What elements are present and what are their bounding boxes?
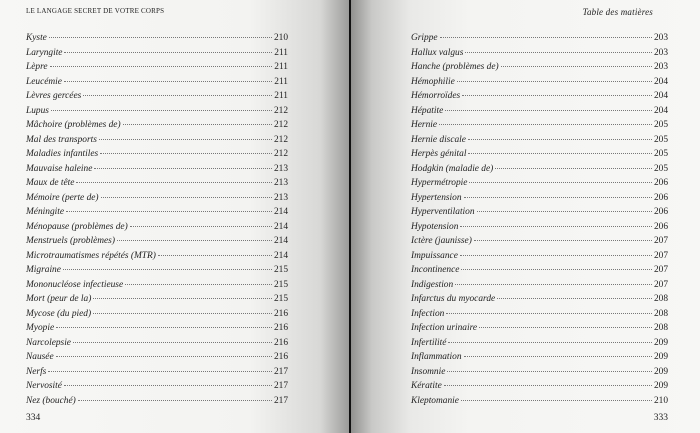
- toc-entry-page: 211: [274, 47, 288, 58]
- toc-entry-title: Hépatite: [411, 105, 444, 116]
- toc-entry-page: 207: [653, 265, 668, 276]
- toc-entry-title: Mâchoire (problèmes de): [26, 120, 121, 131]
- dot-leader: [64, 52, 272, 53]
- dot-leader: [448, 342, 652, 343]
- toc-entry: [26, 379, 288, 394]
- dot-leader: [125, 284, 272, 285]
- dot-leader: [461, 269, 652, 270]
- toc-entry: [26, 278, 288, 293]
- toc-entry-title: Menstruels (problèmes): [26, 236, 115, 247]
- toc-entry: [411, 162, 668, 177]
- dot-leader: [123, 124, 272, 125]
- toc-entry-page: 210: [653, 395, 668, 406]
- toc-entry-page: 206: [653, 221, 668, 232]
- toc-entry-title: Mononucléose infectieuse: [26, 279, 124, 290]
- dot-leader: [501, 66, 652, 67]
- toc-entry-page: 204: [653, 105, 668, 116]
- toc-entry-title: Mycose (du pied): [26, 308, 92, 319]
- toc-entry-title: Insomnie: [411, 366, 446, 377]
- toc-entry-page: 205: [653, 163, 668, 174]
- toc-entry: [411, 278, 668, 293]
- toc-entry-title: Infection: [411, 308, 445, 319]
- toc-entry-page: 217: [273, 381, 288, 392]
- toc-entry: [411, 205, 668, 220]
- dot-leader: [73, 342, 272, 343]
- toc-entry: [26, 31, 288, 46]
- toc-entry: [26, 350, 288, 365]
- toc-entry-title: Indigestion: [411, 279, 454, 290]
- toc-entry-page: 209: [653, 381, 668, 392]
- toc-entry-page: 214: [273, 236, 288, 247]
- dot-leader: [51, 110, 272, 111]
- toc-entry-title: Mort (peur de la): [26, 294, 92, 305]
- toc-entry: [411, 176, 668, 191]
- toc-entry-page: 210: [273, 33, 288, 43]
- toc-entry-page: 203: [653, 33, 668, 43]
- toc-entry-title: Hypertension: [411, 192, 462, 203]
- toc-entry: [411, 118, 668, 133]
- dot-leader: [461, 400, 652, 401]
- dot-leader: [495, 168, 652, 169]
- toc-entry: [411, 60, 668, 75]
- running-head: LE LANGAGE SECRET DE VOTRE CORPS: [26, 7, 165, 15]
- toc-entry-page: 211: [274, 91, 288, 102]
- dot-leader: [468, 153, 651, 154]
- dot-leader: [48, 371, 272, 372]
- dot-leader: [479, 327, 652, 328]
- toc-entry-page: 211: [274, 76, 288, 87]
- toc-entry-page: 215: [273, 265, 288, 276]
- toc-entry-title: Méningite: [26, 207, 65, 218]
- toc-entry-title: Infarctus du myocarde: [411, 294, 496, 305]
- toc-entry: [411, 191, 668, 206]
- dot-leader: [78, 400, 272, 401]
- toc-entry-title: Kyste: [26, 33, 47, 43]
- toc-entry-title: Nez (bouché): [26, 395, 76, 406]
- toc-entry-page: 207: [653, 250, 668, 261]
- toc-entry: [411, 292, 668, 307]
- toc-entry: [26, 394, 288, 409]
- dot-leader: [440, 37, 652, 38]
- toc-entry-page: 207: [653, 279, 668, 290]
- dot-leader: [455, 284, 652, 285]
- toc-entry-page: 205: [653, 149, 668, 160]
- toc-entry-title: Infection urinaire: [411, 323, 478, 334]
- toc-entry-page: 216: [273, 308, 288, 319]
- dot-leader: [446, 313, 652, 314]
- toc-entry-title: Ménopause (problèmes de): [26, 221, 128, 232]
- dot-leader: [101, 197, 272, 198]
- toc-entry-title: Ictère (jaunisse): [411, 236, 472, 247]
- toc-entry-title: Hyperventilation: [411, 207, 475, 218]
- dot-leader: [93, 298, 272, 299]
- toc-entry-page: 208: [653, 323, 668, 334]
- toc-entry: [26, 205, 288, 220]
- toc-entry: [26, 249, 288, 264]
- dot-leader: [93, 313, 272, 314]
- toc-entry-page: 206: [653, 192, 668, 203]
- toc-entry-title: Hodgkin (maladie de): [411, 163, 494, 174]
- toc-entry: [26, 89, 288, 104]
- toc-entry-page: 208: [653, 294, 668, 305]
- toc-entry: [26, 220, 288, 235]
- toc-entry: [26, 336, 288, 351]
- toc-entry-title: Hémorroïdes: [411, 91, 461, 102]
- toc-entry-page: 216: [273, 352, 288, 363]
- toc-entry-page: 214: [273, 207, 288, 218]
- toc-entry: [26, 234, 288, 249]
- dot-leader: [464, 356, 652, 357]
- dot-leader: [100, 153, 272, 154]
- toc-entry-title: Hypotension: [411, 221, 459, 232]
- toc-entry-title: Mémoire (perte de): [26, 192, 99, 203]
- toc-entry: [411, 379, 668, 394]
- toc-entry-title: Incontinence: [411, 265, 460, 276]
- toc-entry-page: 207: [653, 236, 668, 247]
- toc-entry: [26, 176, 288, 191]
- toc-entry: [411, 307, 668, 322]
- toc-entry-title: Hémophilie: [411, 76, 455, 87]
- toc-entry-page: 203: [653, 62, 668, 73]
- dot-leader: [117, 240, 272, 241]
- dot-leader: [497, 298, 652, 299]
- toc-entry-page: 203: [653, 47, 668, 58]
- toc-entry: [26, 60, 288, 75]
- toc-entry-title: Lupus: [26, 105, 49, 116]
- toc-entry-title: Lèvres gercées: [26, 91, 82, 102]
- toc-entry-page: 214: [273, 221, 288, 232]
- toc-entry-page: 208: [653, 308, 668, 319]
- toc-entry-title: Herpès génital: [411, 149, 467, 160]
- toc-entry-page: 212: [273, 105, 288, 116]
- toc-entry: [411, 263, 668, 278]
- toc-entry-title: Kératite: [411, 381, 442, 392]
- dot-leader: [460, 226, 652, 227]
- toc-entry-page: 209: [653, 352, 668, 363]
- toc-entry-title: Infertilité: [411, 337, 447, 348]
- dot-leader: [462, 95, 652, 96]
- running-head: Table des matières: [582, 7, 653, 17]
- toc-entry-page: 212: [273, 134, 288, 145]
- dot-leader: [64, 81, 272, 82]
- toc-entry: [411, 89, 668, 104]
- dot-leader: [457, 81, 652, 82]
- dot-leader: [439, 124, 652, 125]
- dot-leader: [99, 139, 272, 140]
- toc-entry-page: 217: [273, 366, 288, 377]
- toc-entry: [411, 234, 668, 249]
- toc-entry: [26, 191, 288, 206]
- dot-leader: [445, 110, 652, 111]
- toc-entry-title: Nervosité: [26, 381, 62, 392]
- dot-leader: [468, 139, 652, 140]
- toc-entry: [26, 263, 288, 278]
- toc-entry: [411, 133, 668, 148]
- dot-leader: [447, 371, 652, 372]
- dot-leader: [477, 211, 652, 212]
- dot-leader: [444, 385, 652, 386]
- toc-entry-page: 213: [273, 192, 288, 203]
- page-number: 334: [26, 413, 41, 423]
- toc-entry: [411, 394, 668, 409]
- toc-entry-title: Kleptomanie: [411, 395, 459, 406]
- toc-entry-title: Inflammation: [411, 352, 462, 363]
- toc-entry-page: 211: [274, 62, 288, 73]
- toc-entry-title: Hanche (problèmes de): [411, 62, 499, 73]
- dot-leader: [83, 95, 272, 96]
- toc-entry-title: Nerfs: [26, 366, 47, 377]
- toc-entry: [411, 249, 668, 264]
- toc-list: [411, 31, 668, 408]
- toc-entry-title: Mal des transports: [26, 134, 97, 145]
- toc-entry-title: Narcolepsie: [26, 337, 71, 348]
- toc-entry-title: Leucémie: [26, 76, 62, 87]
- toc-entry: [26, 75, 288, 90]
- toc-entry-title: Myopie: [26, 323, 55, 334]
- dot-leader: [94, 168, 272, 169]
- toc-entry: [26, 147, 288, 162]
- toc-entry-title: Nausée: [26, 352, 54, 363]
- dot-leader: [56, 356, 272, 357]
- toc-entry-page: 217: [273, 395, 288, 406]
- toc-entry-page: 209: [653, 337, 668, 348]
- toc-entry-title: Maux de tête: [26, 178, 75, 189]
- dot-leader: [465, 52, 652, 53]
- toc-entry: [26, 104, 288, 119]
- dot-leader: [474, 240, 652, 241]
- dot-leader: [469, 182, 652, 183]
- toc-entry-page: 204: [653, 76, 668, 87]
- dot-leader: [460, 255, 652, 256]
- toc-entry-title: Migraine: [26, 265, 61, 276]
- toc-entry-page: 216: [273, 323, 288, 334]
- toc-entry-title: Laryngite: [26, 47, 63, 58]
- toc-entry: [26, 307, 288, 322]
- toc-entry: [411, 321, 668, 336]
- toc-entry: [411, 147, 668, 162]
- dot-leader: [56, 327, 272, 328]
- page-number: 333: [653, 413, 668, 423]
- toc-entry-page: 204: [653, 91, 668, 102]
- dot-leader: [66, 211, 272, 212]
- toc-list: [26, 31, 288, 408]
- toc-entry: [411, 31, 668, 46]
- toc-entry-title: Hallux valgus: [411, 47, 464, 58]
- toc-entry-page: 215: [273, 294, 288, 305]
- toc-entry-page: 206: [653, 207, 668, 218]
- toc-entry-title: Lèpre: [26, 62, 48, 73]
- toc-entry: [411, 365, 668, 380]
- toc-entry: [411, 46, 668, 61]
- toc-entry: [411, 336, 668, 351]
- dot-leader: [50, 66, 273, 67]
- toc-entry-page: 214: [273, 250, 288, 261]
- toc-entry: [411, 350, 668, 365]
- toc-entry-page: 212: [273, 149, 288, 160]
- toc-entry: [411, 104, 668, 119]
- toc-entry: [26, 321, 288, 336]
- toc-entry-title: Hypermétropie: [411, 178, 468, 189]
- toc-entry-page: 212: [273, 120, 288, 131]
- dot-leader: [76, 182, 272, 183]
- book-spine: [349, 0, 351, 433]
- toc-entry-title: Microtraumatismes répétés (MTR): [26, 250, 156, 261]
- dot-leader: [64, 385, 272, 386]
- toc-entry-page: 215: [273, 279, 288, 290]
- dot-leader: [130, 226, 272, 227]
- toc-entry-page: 205: [653, 120, 668, 131]
- toc-entry: [411, 220, 668, 235]
- toc-entry: [26, 292, 288, 307]
- toc-entry-title: Impuissance: [411, 250, 458, 261]
- toc-entry: [411, 75, 668, 90]
- toc-entry: [26, 118, 288, 133]
- toc-entry-page: 209: [653, 366, 668, 377]
- toc-entry-title: Hernie: [411, 120, 438, 131]
- toc-entry-page: 206: [653, 178, 668, 189]
- toc-entry-title: Maladies infantiles: [26, 149, 99, 160]
- toc-entry-page: 205: [653, 134, 668, 145]
- dot-leader: [63, 269, 272, 270]
- toc-entry-title: Mauvaise haleine: [26, 163, 93, 174]
- toc-entry-page: 216: [273, 337, 288, 348]
- toc-entry: [26, 133, 288, 148]
- dot-leader: [49, 37, 272, 38]
- toc-entry-title: Hernie discale: [411, 134, 466, 145]
- toc-entry-page: 213: [273, 178, 288, 189]
- right-page: [350, 0, 700, 433]
- dot-leader: [158, 255, 272, 256]
- toc-entry-page: 213: [273, 163, 288, 174]
- toc-entry: [26, 46, 288, 61]
- toc-entry: [26, 365, 288, 380]
- toc-entry: [26, 162, 288, 177]
- dot-leader: [464, 197, 652, 198]
- toc-entry-title: Grippe: [411, 33, 438, 43]
